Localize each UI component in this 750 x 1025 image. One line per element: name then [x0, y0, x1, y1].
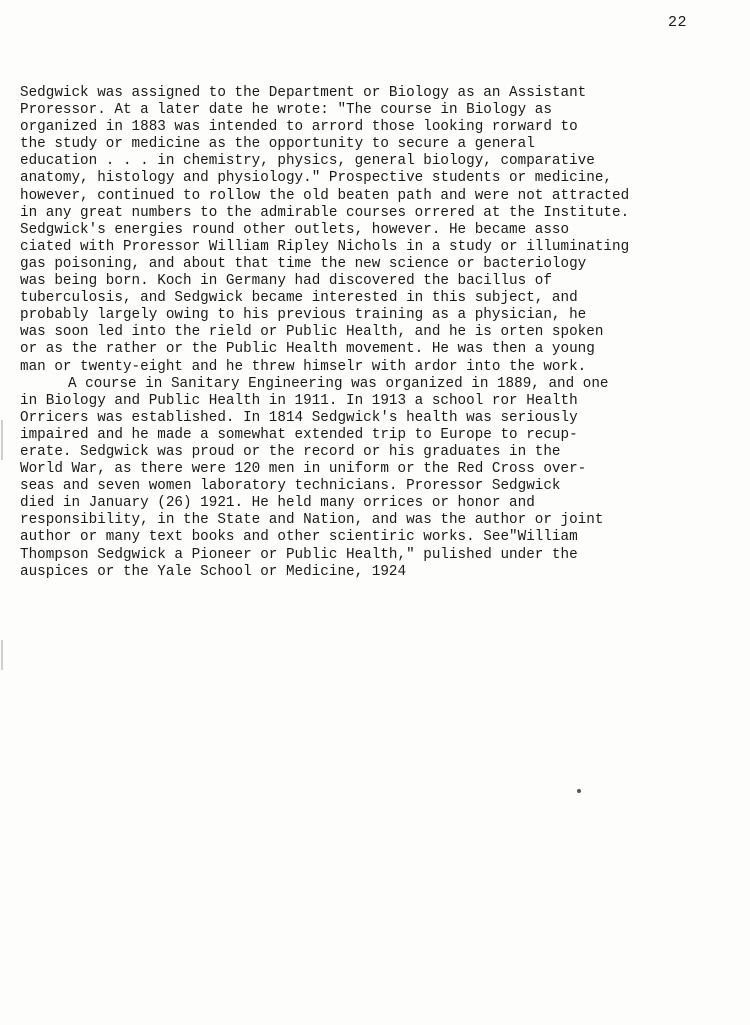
- text-line: in Biology and Public Health in 1911. In 1913 a school ror Health: [20, 392, 578, 409]
- paragraph-first-line: A course in Sanitary Engineering was organized in 1889, and one: [68, 375, 609, 392]
- text-line: organized in 1883 was intended to arrord those looking rorward to: [20, 119, 578, 136]
- text-line: responsibility, in the State and Nation, and was the author or joint: [20, 512, 604, 529]
- text-line: however, continued to rollow the old beaten path and were not attracted: [20, 187, 630, 204]
- text-line: education . . . in chemistry, physics, general biology, comparative: [20, 153, 595, 170]
- text-line: impaired and he made a somewhat extended trip to Europe to recup-: [20, 426, 578, 443]
- ink-speck: [577, 789, 581, 793]
- text-line: man or twenty-eight and he threw himselr with ardor into the work.: [20, 358, 587, 375]
- text-line: Proressor. At a later date he wrote: "The course in Biology as: [20, 102, 552, 119]
- text-line: Sedgwick's energies round other outlets, however. He became asso: [20, 221, 570, 238]
- scan-edge-mark: [1, 420, 3, 460]
- text-line: auspices or the Yale School or Medicine, 1924: [20, 563, 407, 580]
- text-line: Sedgwick was assigned to the Department or Biology as an Assistant: [20, 85, 587, 101]
- text-line: or as the rather or the Public Health movement. He was then a young: [20, 341, 595, 358]
- scan-edge-mark: [1, 640, 3, 670]
- text-line: in any great numbers to the admirable courses orrered at the Institute.: [20, 204, 630, 221]
- text-line: tuberculosis, and Sedgwick became interested in this subject, and: [20, 290, 578, 307]
- text-line: gas poisoning, and about that time the new science or bacteriology: [20, 255, 587, 272]
- text-line: Thompson Sedgwick a Pioneer or Public Health," pulished under the: [20, 546, 578, 563]
- text-line: seas and seven women laboratory technicians. Proressor Sedgwick: [20, 478, 561, 495]
- body-text: [20, 85, 750, 581]
- text-line: the study or medicine as the opportunity to secure a general: [20, 136, 535, 153]
- text-line: died in January (26) 1921. He held many orrices or honor and: [20, 495, 535, 512]
- page-number: 22: [668, 14, 688, 31]
- text-line: erate. Sedgwick was proud or the record or his graduates in the: [20, 443, 561, 460]
- text-line: probably largely owing to his previous training as a physician, he: [20, 307, 587, 324]
- text-line: was being born. Koch in Germany had discovered the bacillus of: [20, 273, 552, 290]
- text-line: World War, as there were 120 men in uniform or the Red Cross over-: [20, 461, 587, 478]
- text-line: anatomy, histology and physiology." Prospective students or medicine,: [20, 170, 612, 187]
- text-line: author or many text books and other scientiric works. See"William: [20, 529, 578, 546]
- text-line: was soon led into the rield or Public Health, and he is orten spoken: [20, 324, 604, 341]
- text-line: Orricers was established. In 1814 Sedgwick's health was seriously: [20, 409, 578, 426]
- text-line: ciated with Proressor William Ripley Nichols in a study or illuminating: [20, 238, 630, 255]
